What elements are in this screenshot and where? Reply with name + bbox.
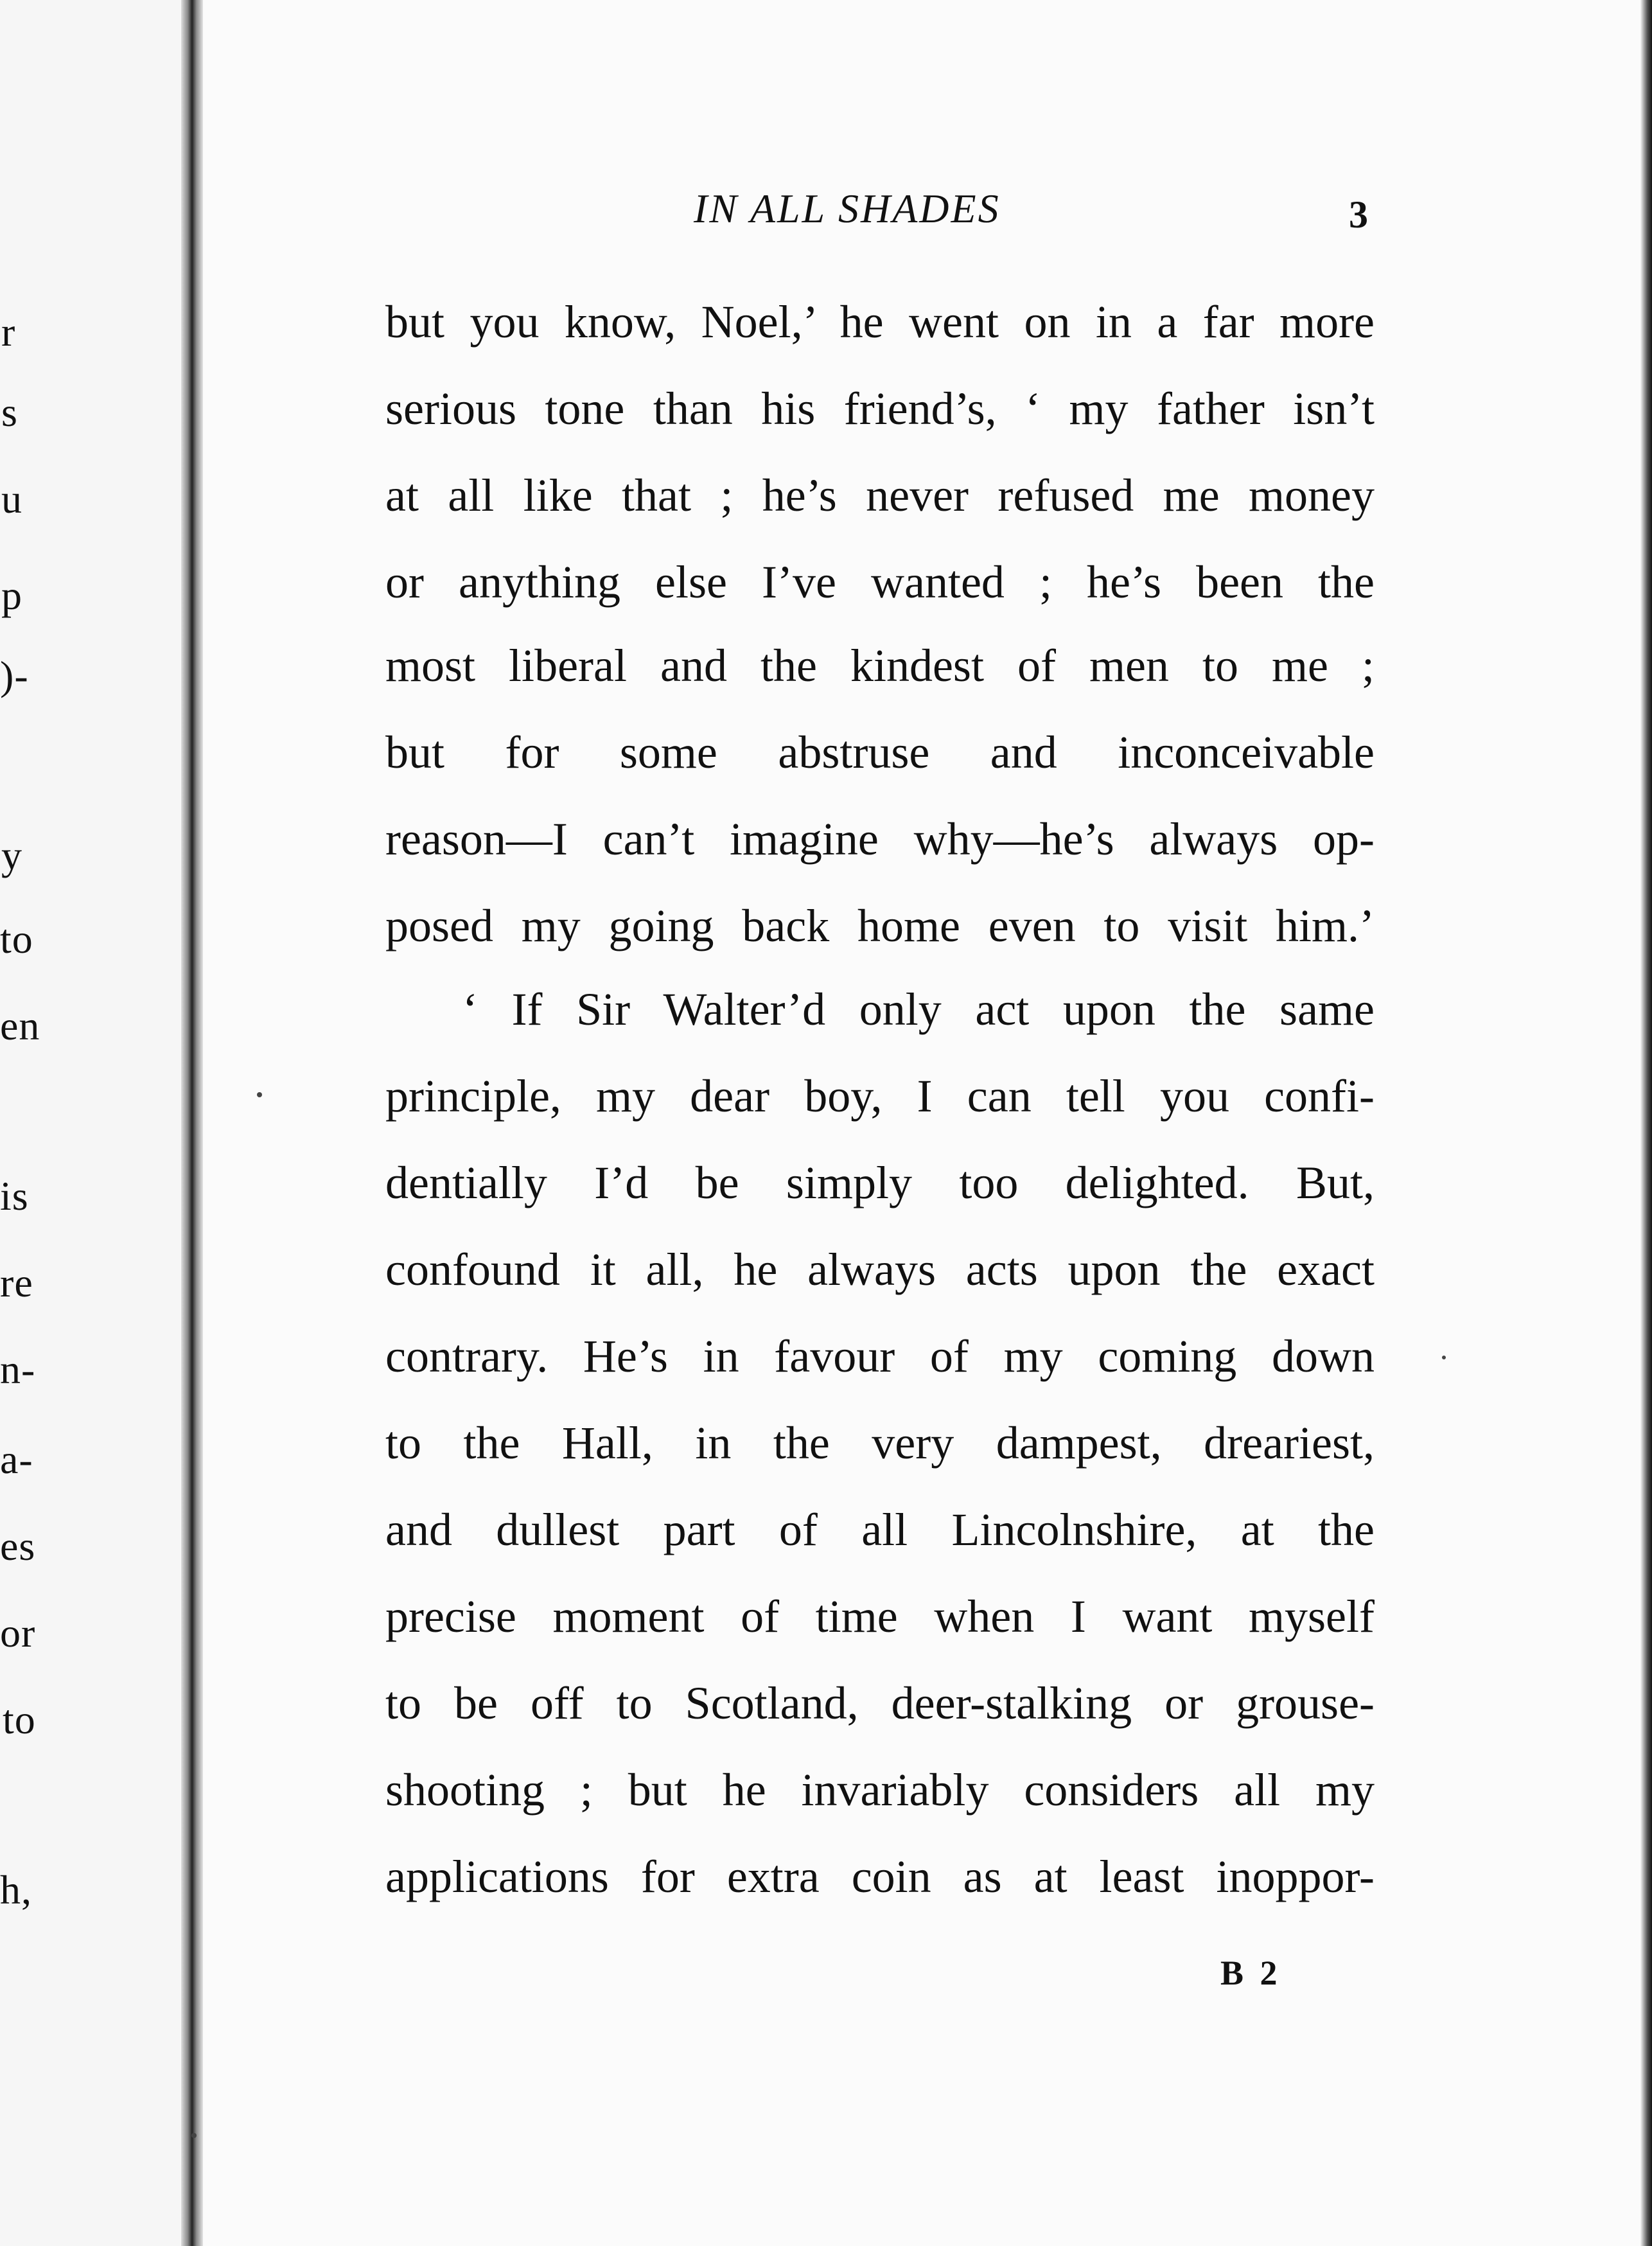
left-page-fragment: h, [0, 1867, 32, 1913]
paper-speck [191, 2133, 197, 2138]
left-page-fragment: n- [0, 1347, 36, 1392]
page-edge [1640, 0, 1652, 2246]
paper-speck [1442, 1356, 1446, 1359]
text-line: and dullest part of all Lincolnshire, at the [385, 1504, 1375, 1555]
text-line: but you know, Noel,’ he went on in a far more [385, 296, 1375, 348]
left-page-fragment: s [1, 389, 18, 435]
left-page-fragment: r [1, 309, 16, 355]
text-line: serious tone than his friend’s, ‘ my father isn’t [385, 383, 1375, 434]
text-line: or anything else I’ve wanted ; he’s been the [385, 556, 1375, 608]
left-page-fragment: re [0, 1260, 33, 1305]
text-line: at all like that ; he’s never refused me money [385, 470, 1375, 521]
text-line: principle, my dear boy, I can tell you confi- [385, 1070, 1375, 1122]
text-line: posed my going back home even to visit him.’ [385, 900, 1375, 951]
left-page-fragment: p [1, 572, 22, 618]
book-gutter [181, 0, 203, 2246]
text-line: to the Hall, in the very dampest, dreariest, [385, 1417, 1375, 1469]
left-page-fragment: en [0, 1003, 40, 1048]
left-page-fragment: is [0, 1173, 29, 1219]
left-page-fragment: to [0, 916, 33, 962]
paper-speck [257, 1092, 262, 1097]
left-page-fragment: )- [0, 653, 29, 698]
text-line: most liberal and the kindest of men to me ; [385, 640, 1375, 691]
text-line: but for some abstruse and inconceivable [385, 727, 1375, 778]
left-page-fragment: u [1, 476, 22, 522]
left-page-fragment: to [3, 1697, 36, 1742]
left-page-fragment: or [0, 1610, 36, 1656]
left-page-fragment: es [0, 1523, 36, 1569]
left-page-fragment: y [1, 833, 22, 878]
running-head: IN ALL SHADES [694, 186, 1001, 231]
text-line: ‘ If Sir Walter’d only act upon the same [462, 984, 1375, 1035]
text-line: to be off to Scotland, deer-stalking or grouse- [385, 1677, 1375, 1729]
text-line: shooting ; but he invariably considers all my [385, 1764, 1375, 1816]
signature-mark: B 2 [1220, 1954, 1281, 1992]
text-line: dentially I’d be simply too delighted. But, [385, 1157, 1375, 1208]
text-line: applications for extra coin as at least inoppor- [385, 1851, 1375, 1902]
text-line: contrary. He’s in favour of my coming down [385, 1331, 1375, 1382]
text-line: confound it all, he always acts upon the exact [385, 1244, 1375, 1295]
page-number: 3 [1349, 193, 1368, 236]
text-line: precise moment of time when I want myself [385, 1591, 1375, 1642]
left-page-fragment: a- [0, 1437, 33, 1482]
text-line: reason—I can’t imagine why—he’s always op- [385, 813, 1375, 865]
